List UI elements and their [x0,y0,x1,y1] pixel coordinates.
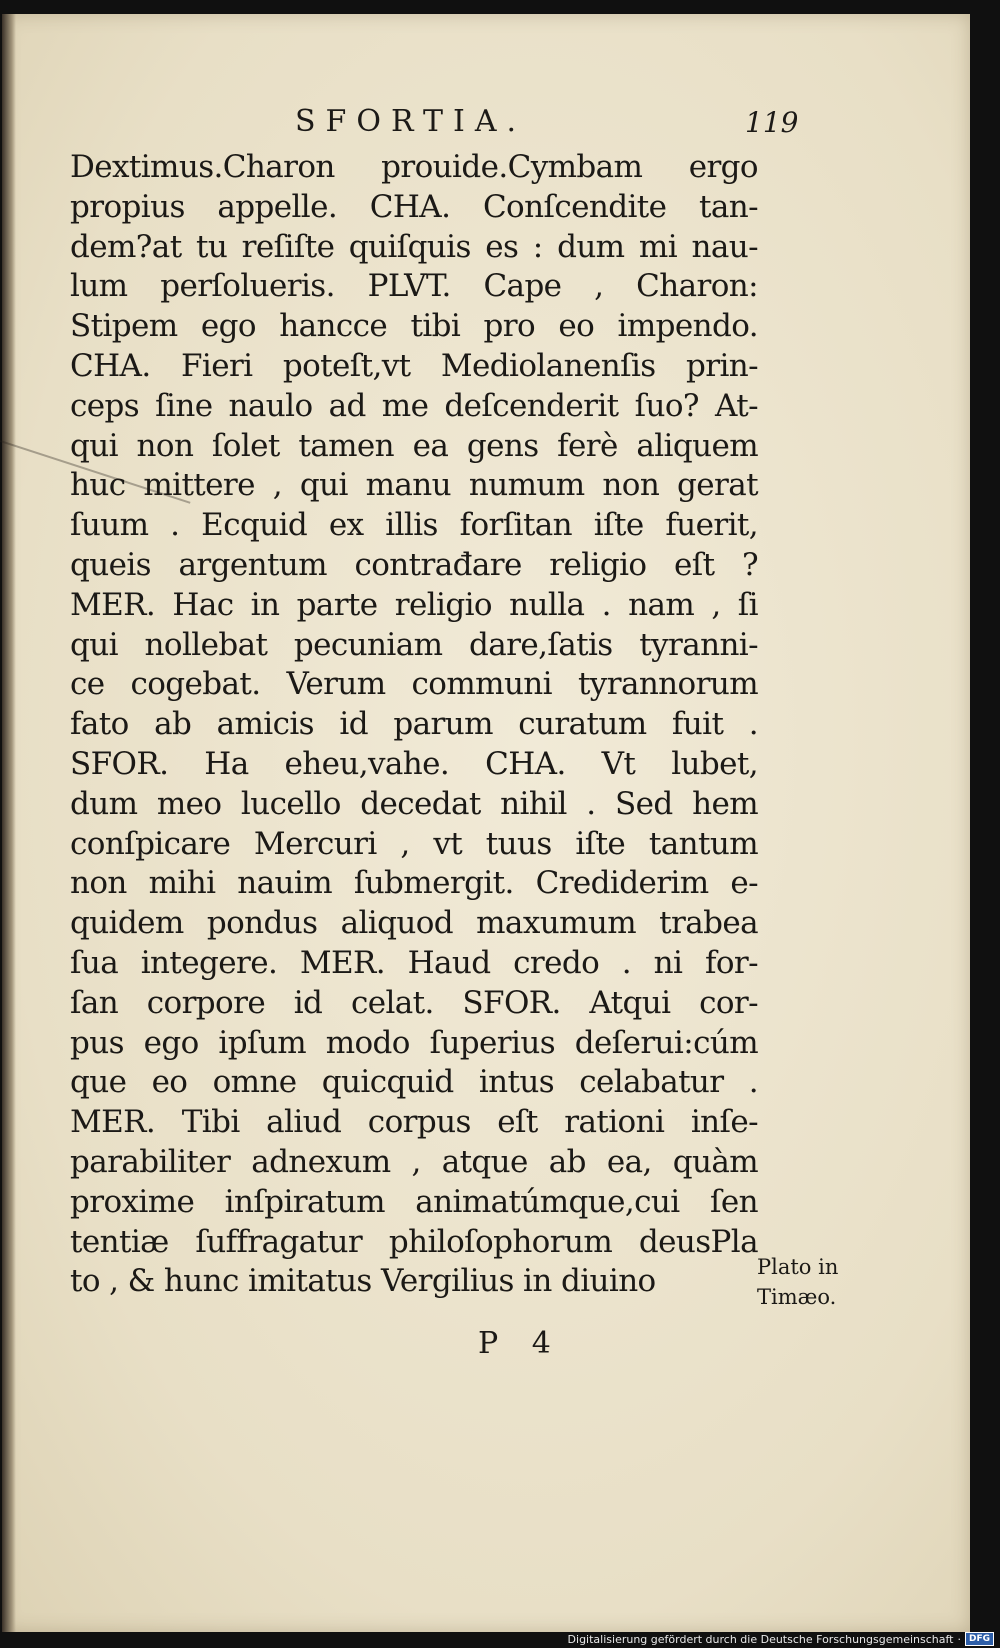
marginal-note [757,1252,867,1312]
text-line: queis argentum contrađare religio eſt ? [70,546,758,583]
text-line: CHA. Fieri poteſt,vt Mediolanenſis prin- [70,347,758,384]
text-line: MER. Tibi aliud corpus eſt rationi inſe- [70,1104,758,1141]
folio-number: 119 [745,106,799,139]
text-line: Stipem ego hancce tibi pro eo impendo. [70,308,758,345]
text-line: ceps ſine naulo ad me deſcenderit ſuo? At- [70,387,758,424]
text-line: MER. Hac in parte religio nulla . nam , ſi [70,586,758,623]
text-line: ſuum . Ecquid ex illis forſitan iſte fuerit, [70,507,758,544]
page-gutter-shadow [2,14,16,1632]
text-line: Dextimus.Charon prouide.Cymbam ergo [70,149,758,185]
text-line: quidem pondus aliquod maxumum trabea [70,905,758,942]
text-line: ſua integere. MER. Haud credo . ni for- [70,944,758,981]
text-line: lum perſolueris. PLVT. Cape , Charon: [70,268,758,305]
text-line: tentiæ ſuffragatur philoſophorum deusPla [70,1223,758,1260]
credit-text: Digitalisierung gefördert durch die Deutsche Forschungsgemeinschaft [567,1632,954,1646]
text-line: proxime inſpiratum animatúmque,cui ſen [70,1183,758,1220]
text-line: dem?at tu reſiſte quiſquis es : dum mi nau- [70,228,758,265]
running-head [0,98,1000,146]
text-line: fato ab amicis id parum curatum fuit . [70,706,758,743]
marginal-note-line: Timæo. [757,1285,837,1309]
text-line: non mihi nauim ſubmergit. Crediderim e- [70,865,758,902]
signature-mark: P 4 [478,1326,563,1361]
text-line: ſan corpore id celat. SFOR. Atqui cor- [70,984,758,1021]
text-line: to , & hunc imitatus Vergilius in diuino [70,1263,656,1300]
text-line: SFOR. Ha eheu,vahe. CHA. Vt lubet, [70,745,758,782]
text-line: que eo omne quicquid intus celabatur . [70,1064,758,1101]
marginal-note-line: Plato in [757,1255,839,1279]
digitization-credit: Digitalisierung gefördert durch die Deutsche Forschungsgemeinschaft · DFG [568,1632,994,1646]
body-text-block [70,148,758,1302]
text-line: pus ego ipſum modo ſuperius deſerui:cúm [70,1024,758,1061]
text-line: propius appelle. CHA. Conſcendite tan- [70,188,758,225]
text-line: conſpicare Mercuri , vt tuus iſte tantum [70,825,758,862]
text-line: ce cogebat. Verum communi tyrannorum [70,666,758,703]
running-head-title: SFORTIA. [295,104,527,139]
text-line: dum meo lucello decedat nihil . Sed hem [70,785,758,822]
text-line: huc mittere , qui manu numum non gerat [70,467,758,504]
text-line: parabiliter adnexum , atque ab ea, quàm [70,1143,758,1180]
text-line: qui non ſolet tamen ea gens ferè aliquem [70,427,758,464]
text-line: qui nollebat pecuniam dare,ſatis tyranni- [70,626,758,663]
dfg-logo-icon: DFG [965,1632,994,1646]
